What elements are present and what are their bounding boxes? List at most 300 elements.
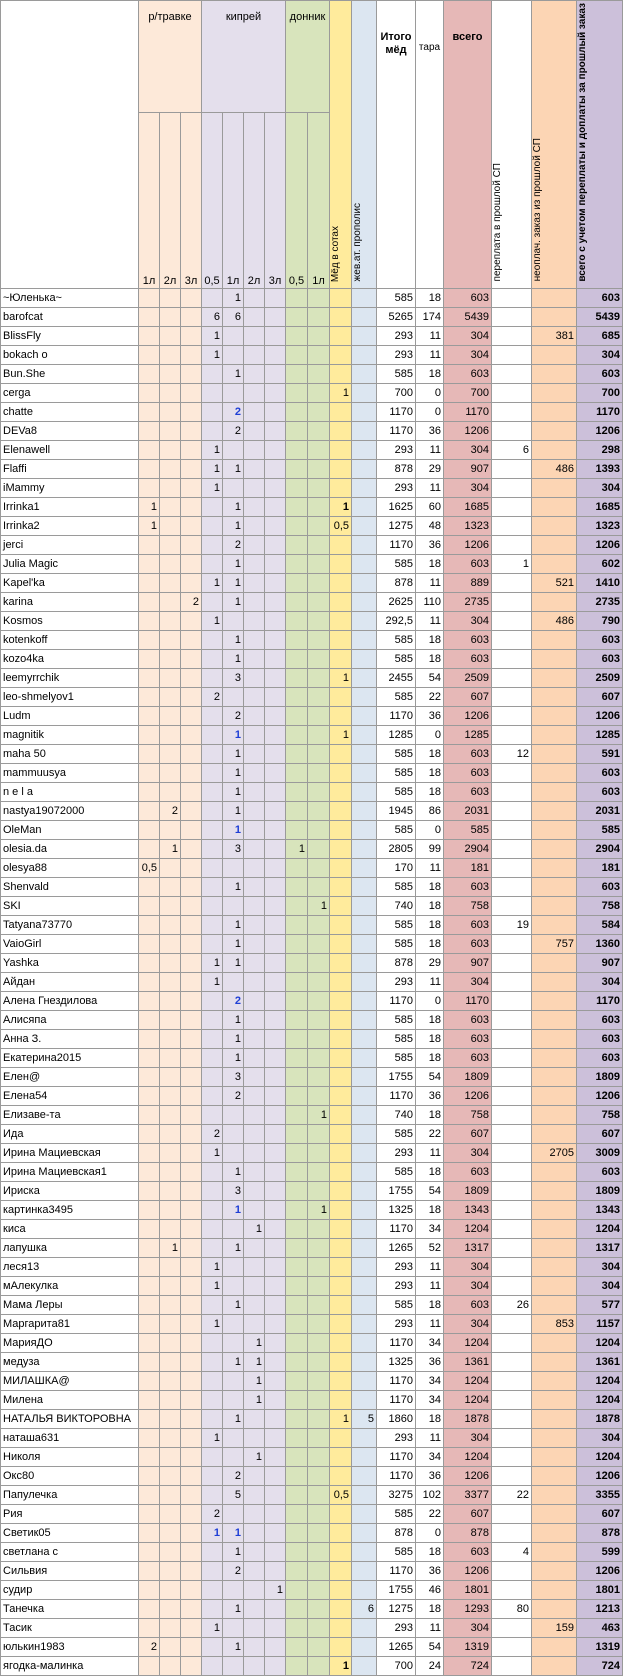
cell-qty[interactable] [286,630,308,649]
cell-qty[interactable] [244,801,265,820]
cell-total[interactable]: 1206 [577,535,623,554]
cell-total[interactable]: 700 [577,383,623,402]
cell-qty[interactable] [160,630,181,649]
cell-qty[interactable] [139,820,160,839]
cell-qty[interactable]: 1 [202,972,223,991]
cell-tara[interactable]: 24 [416,1656,444,1675]
cell-qty[interactable] [308,934,330,953]
cell-qty[interactable] [181,1219,202,1238]
cell-qty[interactable] [181,1656,202,1675]
cell-total[interactable]: 1170 [577,402,623,421]
cell-qty[interactable] [202,1219,223,1238]
cell-qty[interactable] [139,1105,160,1124]
cell-pereplata[interactable] [492,307,532,326]
table-row[interactable] [1,1485,623,1504]
cell-qty[interactable] [352,459,377,478]
cell-itogo[interactable]: 585 [377,1542,416,1561]
cell-qty[interactable] [286,896,308,915]
cell-total[interactable]: 304 [577,345,623,364]
cell-total[interactable]: 584 [577,915,623,934]
cell-qty[interactable] [308,801,330,820]
cell-vsego[interactable]: 304 [444,440,492,459]
cell-qty[interactable]: 0,5 [139,858,160,877]
cell-qty[interactable] [352,1067,377,1086]
cell-qty[interactable] [202,535,223,554]
cell-qty[interactable] [265,1333,286,1352]
cell-tara[interactable]: 36 [416,421,444,440]
cell-neoplach[interactable] [532,782,577,801]
cell-qty[interactable] [286,1181,308,1200]
cell-name[interactable]: Elenawell [1,440,139,459]
cell-qty[interactable] [286,1447,308,1466]
cell-tara[interactable]: 0 [416,1523,444,1542]
cell-vsego[interactable]: 5439 [444,307,492,326]
table-row[interactable] [1,573,623,592]
cell-itogo[interactable]: 585 [377,1010,416,1029]
cell-qty[interactable] [160,877,181,896]
cell-name[interactable]: лапушка [1,1238,139,1257]
cell-qty[interactable] [286,1333,308,1352]
cell-vsego[interactable]: 1343 [444,1200,492,1219]
cell-qty[interactable] [330,1390,352,1409]
cell-qty[interactable] [139,763,160,782]
table-row[interactable] [1,1580,623,1599]
cell-qty[interactable] [139,345,160,364]
cell-qty[interactable] [223,1656,244,1675]
cell-qty[interactable] [139,668,160,687]
cell-neoplach[interactable] [532,1181,577,1200]
cell-neoplach[interactable] [532,1010,577,1029]
cell-qty[interactable] [265,383,286,402]
cell-tara[interactable]: 54 [416,1181,444,1200]
cell-name[interactable]: Елизаве-та [1,1105,139,1124]
cell-tara[interactable]: 102 [416,1485,444,1504]
cell-total[interactable]: 1393 [577,459,623,478]
cell-tara[interactable]: 86 [416,801,444,820]
cell-qty[interactable] [308,1599,330,1618]
cell-qty[interactable]: 1 [330,725,352,744]
cell-vsego[interactable]: 1170 [444,402,492,421]
cell-qty[interactable] [286,516,308,535]
cell-qty[interactable] [160,364,181,383]
cell-qty[interactable] [244,630,265,649]
cell-neoplach[interactable] [532,1333,577,1352]
cell-neoplach[interactable] [532,1580,577,1599]
cell-qty[interactable] [223,1276,244,1295]
cell-vsego[interactable]: 1801 [444,1580,492,1599]
cell-qty[interactable] [265,307,286,326]
cell-pereplata[interactable] [492,858,532,877]
cell-qty[interactable] [330,630,352,649]
cell-qty[interactable] [330,1447,352,1466]
cell-pereplata[interactable] [492,1637,532,1656]
cell-qty[interactable] [244,1656,265,1675]
cell-name[interactable]: Ириска [1,1181,139,1200]
cell-qty[interactable] [160,1333,181,1352]
cell-neoplach[interactable] [532,1542,577,1561]
cell-tara[interactable]: 18 [416,1200,444,1219]
cell-qty[interactable] [202,1162,223,1181]
cell-total[interactable]: 878 [577,1523,623,1542]
cell-pereplata[interactable] [492,1352,532,1371]
cell-qty[interactable] [308,1238,330,1257]
table-row[interactable] [1,1599,623,1618]
table-row[interactable] [1,649,623,668]
cell-total[interactable]: 1343 [577,1200,623,1219]
cell-total[interactable]: 3009 [577,1143,623,1162]
cell-qty[interactable] [181,1105,202,1124]
cell-itogo[interactable]: 1170 [377,706,416,725]
cell-qty[interactable] [352,763,377,782]
cell-itogo[interactable]: 293 [377,345,416,364]
cell-qty[interactable] [330,1010,352,1029]
cell-qty[interactable] [223,1428,244,1447]
cell-total[interactable]: 1801 [577,1580,623,1599]
cell-qty[interactable] [265,364,286,383]
cell-qty[interactable] [223,1314,244,1333]
cell-qty[interactable] [139,1504,160,1523]
cell-qty[interactable] [223,611,244,630]
cell-qty[interactable]: 1 [223,877,244,896]
cell-total[interactable]: 603 [577,364,623,383]
cell-vsego[interactable]: 1319 [444,1637,492,1656]
cell-name[interactable]: leemyrrchik [1,668,139,687]
cell-qty[interactable] [202,1447,223,1466]
cell-qty[interactable] [352,934,377,953]
cell-itogo[interactable]: 585 [377,1162,416,1181]
cell-qty[interactable] [330,440,352,459]
cell-neoplach[interactable] [532,972,577,991]
cell-qty[interactable] [330,1238,352,1257]
cell-pereplata[interactable] [492,1409,532,1428]
cell-pereplata[interactable] [492,1276,532,1295]
cell-itogo[interactable]: 293 [377,972,416,991]
cell-tara[interactable]: 11 [416,972,444,991]
cell-itogo[interactable]: 585 [377,364,416,383]
cell-vsego[interactable]: 1204 [444,1333,492,1352]
cell-qty[interactable] [286,1580,308,1599]
cell-qty[interactable] [202,1485,223,1504]
cell-vsego[interactable]: 1361 [444,1352,492,1371]
cell-tara[interactable]: 18 [416,782,444,801]
cell-qty[interactable] [181,554,202,573]
cell-total[interactable]: 1204 [577,1447,623,1466]
cell-itogo[interactable]: 1170 [377,1447,416,1466]
cell-neoplach[interactable] [532,535,577,554]
cell-neoplach[interactable] [532,991,577,1010]
cell-vsego[interactable]: 1206 [444,1561,492,1580]
cell-tara[interactable]: 18 [416,1010,444,1029]
cell-qty[interactable] [181,1314,202,1333]
cell-qty[interactable] [308,1371,330,1390]
cell-qty[interactable] [308,1067,330,1086]
cell-pereplata[interactable] [492,782,532,801]
cell-vsego[interactable]: 603 [444,782,492,801]
cell-neoplach[interactable]: 521 [532,573,577,592]
cell-qty[interactable] [202,1200,223,1219]
cell-qty[interactable] [181,1143,202,1162]
cell-neoplach[interactable] [532,478,577,497]
cell-itogo[interactable]: 1170 [377,1390,416,1409]
cell-qty[interactable] [244,478,265,497]
cell-qty[interactable] [181,1561,202,1580]
cell-qty[interactable] [139,1314,160,1333]
cell-qty[interactable]: 3 [223,839,244,858]
cell-name[interactable]: Irrinka2 [1,516,139,535]
table-row[interactable] [1,288,623,307]
cell-qty[interactable] [244,1048,265,1067]
cell-qty[interactable] [139,459,160,478]
cell-qty[interactable] [352,1637,377,1656]
cell-total[interactable]: 2735 [577,592,623,611]
cell-qty[interactable] [330,364,352,383]
cell-itogo[interactable]: 585 [377,1029,416,1048]
table-row[interactable] [1,1523,623,1542]
cell-qty[interactable] [139,1029,160,1048]
cell-vsego[interactable]: 607 [444,687,492,706]
cell-qty[interactable] [160,535,181,554]
table-row[interactable] [1,1067,623,1086]
cell-qty[interactable] [330,1504,352,1523]
cell-qty[interactable] [308,345,330,364]
cell-name[interactable]: НАТАЛЬЯ ВИКТОРОВНА [1,1409,139,1428]
cell-vsego[interactable]: 304 [444,1257,492,1276]
cell-qty[interactable] [286,1352,308,1371]
cell-qty[interactable] [330,1599,352,1618]
cell-qty[interactable] [202,668,223,687]
cell-qty[interactable] [330,1295,352,1314]
cell-name[interactable]: Екатерина2015 [1,1048,139,1067]
cell-qty[interactable] [308,421,330,440]
cell-qty[interactable] [181,478,202,497]
cell-total[interactable]: 603 [577,630,623,649]
cell-neoplach[interactable] [532,687,577,706]
cell-qty[interactable] [330,953,352,972]
cell-qty[interactable] [139,1276,160,1295]
cell-qty[interactable] [244,1105,265,1124]
cell-itogo[interactable]: 1755 [377,1181,416,1200]
cell-neoplach[interactable] [532,1466,577,1485]
cell-qty[interactable] [139,1561,160,1580]
cell-pereplata[interactable] [492,1523,532,1542]
cell-neoplach[interactable] [532,1200,577,1219]
cell-neoplach[interactable] [532,421,577,440]
cell-pereplata[interactable] [492,1086,532,1105]
cell-name[interactable]: Ирина Мациевская1 [1,1162,139,1181]
table-row[interactable] [1,839,623,858]
cell-qty[interactable] [286,1010,308,1029]
cell-qty[interactable] [202,1238,223,1257]
cell-qty[interactable]: 1 [202,326,223,345]
cell-qty[interactable] [160,1466,181,1485]
cell-qty[interactable] [139,1010,160,1029]
cell-neoplach[interactable] [532,1485,577,1504]
cell-total[interactable]: 1206 [577,421,623,440]
cell-qty[interactable] [265,1295,286,1314]
cell-qty[interactable] [308,1580,330,1599]
cell-qty[interactable] [202,1542,223,1561]
cell-qty[interactable]: 1 [202,611,223,630]
cell-qty[interactable] [181,383,202,402]
cell-vsego[interactable]: 603 [444,288,492,307]
cell-name[interactable]: Маргарита81 [1,1314,139,1333]
cell-qty[interactable] [160,991,181,1010]
cell-qty[interactable] [265,1561,286,1580]
cell-qty[interactable]: 2 [223,421,244,440]
cell-qty[interactable] [352,1029,377,1048]
cell-qty[interactable] [286,1504,308,1523]
cell-qty[interactable] [160,1542,181,1561]
cell-qty[interactable] [330,611,352,630]
cell-qty[interactable] [181,1618,202,1637]
cell-neoplach[interactable] [532,554,577,573]
cell-qty[interactable] [330,1580,352,1599]
cell-pereplata[interactable] [492,1314,532,1333]
cell-qty[interactable] [265,1257,286,1276]
cell-total[interactable]: 1809 [577,1181,623,1200]
cell-neoplach[interactable] [532,801,577,820]
cell-vsego[interactable]: 603 [444,763,492,782]
cell-qty[interactable] [286,763,308,782]
cell-qty[interactable] [265,1181,286,1200]
cell-qty[interactable] [352,592,377,611]
cell-qty[interactable] [202,1333,223,1352]
cell-qty[interactable] [352,1618,377,1637]
cell-neoplach[interactable]: 853 [532,1314,577,1333]
cell-total[interactable]: 603 [577,649,623,668]
cell-qty[interactable] [352,326,377,345]
cell-qty[interactable] [330,1219,352,1238]
cell-pereplata[interactable] [492,687,532,706]
table-row[interactable] [1,1618,623,1637]
cell-pereplata[interactable] [492,478,532,497]
cell-qty[interactable] [265,1637,286,1656]
cell-qty[interactable]: 2 [223,402,244,421]
table-row[interactable] [1,1105,623,1124]
cell-qty[interactable] [244,668,265,687]
cell-tara[interactable]: 36 [416,1561,444,1580]
cell-pereplata[interactable] [492,1447,532,1466]
cell-qty[interactable] [330,1333,352,1352]
cell-vsego[interactable]: 1317 [444,1238,492,1257]
cell-qty[interactable] [352,1447,377,1466]
cell-qty[interactable] [308,1485,330,1504]
cell-qty[interactable] [244,1200,265,1219]
cell-itogo[interactable]: 585 [377,687,416,706]
cell-qty[interactable] [160,1314,181,1333]
cell-vsego[interactable]: 603 [444,630,492,649]
cell-qty[interactable] [330,326,352,345]
cell-qty[interactable] [352,1485,377,1504]
cell-vsego[interactable]: 1206 [444,421,492,440]
cell-qty[interactable] [244,744,265,763]
cell-qty[interactable] [202,421,223,440]
cell-qty[interactable] [265,896,286,915]
cell-vsego[interactable]: 878 [444,1523,492,1542]
cell-tara[interactable]: 22 [416,687,444,706]
cell-qty[interactable] [352,1352,377,1371]
cell-pereplata[interactable] [492,630,532,649]
cell-vsego[interactable]: 907 [444,953,492,972]
cell-qty[interactable] [202,630,223,649]
cell-qty[interactable] [265,497,286,516]
cell-qty[interactable] [286,1371,308,1390]
cell-qty[interactable] [308,972,330,991]
cell-pereplata[interactable] [492,1333,532,1352]
cell-vsego[interactable]: 1206 [444,1086,492,1105]
cell-vsego[interactable]: 304 [444,1428,492,1447]
cell-qty[interactable] [181,1599,202,1618]
cell-qty[interactable] [160,1124,181,1143]
cell-qty[interactable] [202,592,223,611]
cell-tara[interactable]: 36 [416,535,444,554]
cell-qty[interactable] [223,1105,244,1124]
cell-qty[interactable] [330,915,352,934]
cell-qty[interactable] [160,953,181,972]
table-row[interactable] [1,611,623,630]
cell-qty[interactable] [308,573,330,592]
cell-itogo[interactable]: 1325 [377,1200,416,1219]
cell-qty[interactable] [202,877,223,896]
cell-qty[interactable]: 2 [202,687,223,706]
cell-qty[interactable] [181,934,202,953]
cell-qty[interactable] [181,858,202,877]
cell-name[interactable]: Flaffi [1,459,139,478]
table-row[interactable] [1,1048,623,1067]
cell-qty[interactable] [202,1409,223,1428]
cell-itogo[interactable]: 878 [377,953,416,972]
cell-qty[interactable] [139,288,160,307]
cell-name[interactable]: Анна З. [1,1029,139,1048]
cell-qty[interactable] [244,1010,265,1029]
cell-qty[interactable] [352,668,377,687]
cell-qty[interactable]: 5 [352,1409,377,1428]
cell-vsego[interactable]: 603 [444,1162,492,1181]
cell-tara[interactable]: 0 [416,991,444,1010]
cell-pereplata[interactable] [492,706,532,725]
cell-tara[interactable]: 34 [416,1371,444,1390]
cell-pereplata[interactable] [492,1010,532,1029]
cell-qty[interactable] [181,459,202,478]
cell-qty[interactable] [330,1428,352,1447]
cell-total[interactable]: 3355 [577,1485,623,1504]
cell-qty[interactable] [202,915,223,934]
cell-qty[interactable] [181,953,202,972]
cell-qty[interactable]: 1 [244,1352,265,1371]
cell-name[interactable]: kotenkoff [1,630,139,649]
cell-qty[interactable] [265,478,286,497]
cell-neoplach[interactable] [532,725,577,744]
cell-qty[interactable] [139,1542,160,1561]
cell-pereplata[interactable] [492,668,532,687]
cell-total[interactable]: 298 [577,440,623,459]
cell-qty[interactable] [286,1542,308,1561]
cell-vsego[interactable]: 603 [444,649,492,668]
cell-qty[interactable] [330,858,352,877]
cell-qty[interactable] [308,668,330,687]
cell-qty[interactable] [352,1314,377,1333]
cell-itogo[interactable]: 585 [377,915,416,934]
cell-name[interactable]: olesya88 [1,858,139,877]
cell-qty[interactable] [202,402,223,421]
cell-qty[interactable]: 1 [223,725,244,744]
cell-total[interactable]: 1360 [577,934,623,953]
cell-qty[interactable] [308,497,330,516]
cell-qty[interactable] [330,345,352,364]
cell-name[interactable]: magnitik [1,725,139,744]
cell-qty[interactable] [286,687,308,706]
cell-qty[interactable] [352,839,377,858]
